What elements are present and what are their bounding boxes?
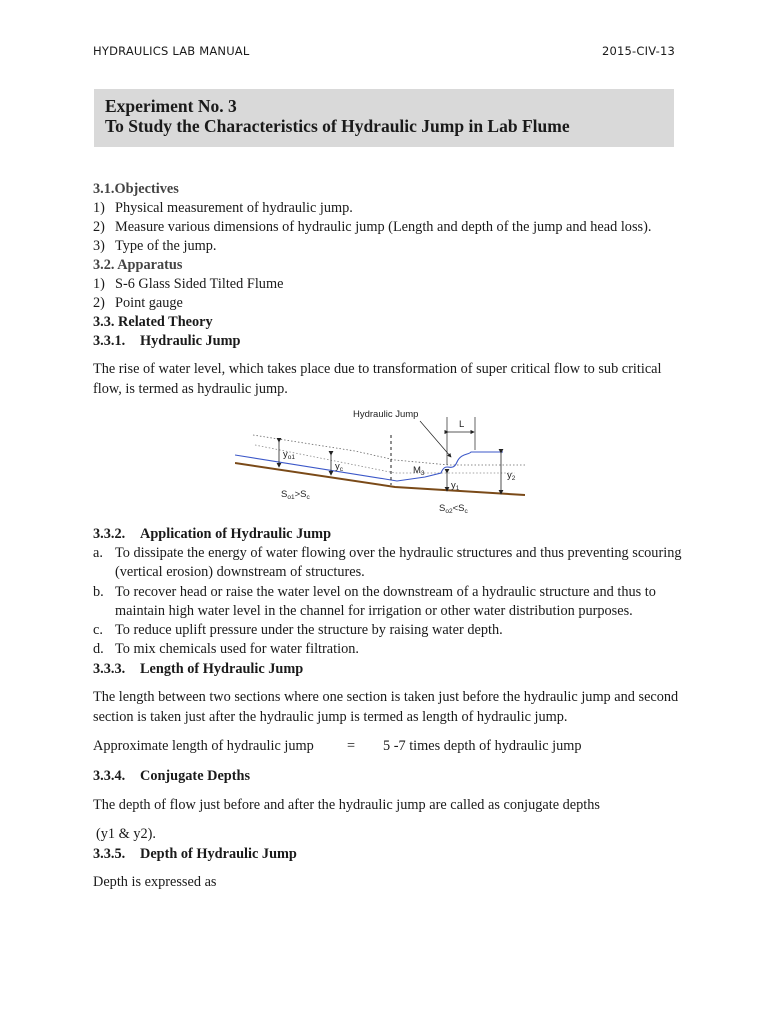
header-manual-title: HYDRAULICS LAB MANUAL [93, 44, 250, 58]
hydraulic-jump-figure [93, 405, 683, 525]
depth-paragraph: Depth is expressed as [93, 874, 217, 891]
application-item: a. To dissipate the energy of water flowing over the hydraulic structures and thus preventing scouring (vertical erosion) downstream of structures. [93, 544, 682, 581]
hydraulic-jump-diagram [235, 405, 525, 521]
conjugate-symbols: (y1 & y2). [96, 826, 156, 843]
label-y2: $y_2$ [507, 470, 516, 483]
length-equation: Approximate length of hydraulic jump = 5 -7 times depth of hydraulic jump [93, 738, 582, 755]
label-y1: $y_1$ [451, 480, 460, 493]
application-item: b. To recover head or raise the water level on the downstream of a hydraulic structure and thus to maintain high water level in the channel for irrigation or other water distribution purposes. [93, 583, 656, 619]
experiment-number: Experiment No. 3 [105, 96, 237, 116]
experiment-title: To Study the Characteristics of Hydraulic Jump in Lab Flume [105, 116, 570, 136]
apparatus-heading: 3.2. Apparatus [93, 257, 183, 274]
objective-item: 3) Type of the jump. [93, 238, 217, 255]
title-pointer [420, 421, 451, 457]
section-heading-hydraulic-jump: 3.3.1. Hydraulic Jump [93, 332, 241, 349]
length-paragraph: The length between two sections where one section is taken just before the hydraulic jump and second section is taken just after the hydraulic jump is termed as length of hydraulic jump. [93, 689, 679, 725]
section-heading-depth: 3.3.5. Depth of Hydraulic Jump [93, 845, 297, 862]
water-surface-line [235, 452, 503, 481]
label-L: L [459, 419, 465, 431]
objective-item: 1) Physical measurement of hydraulic jump. [93, 199, 353, 216]
label-M3: $M_3$ [413, 465, 425, 478]
application-item: d. To mix chemicals used for water filtration. [93, 641, 359, 658]
conjugate-paragraph: The depth of flow just before and after the hydraulic jump are called as conjugate depths [93, 796, 600, 813]
section-heading-length: 3.3.3. Length of Hydraulic Jump [93, 660, 304, 677]
label-yc: $y_c$ [335, 461, 343, 474]
label-slope-downstream: $S_{o2}<S_c$ [439, 503, 468, 516]
objective-item: 2) Measure various dimensions of hydraulic jump (Length and depth of the jump and head loss). [93, 218, 652, 235]
label-yo1: $y_{o1}$ [283, 449, 295, 462]
label-slope-upstream: $S_{o1}>S_c$ [281, 489, 310, 502]
diagram-title: Hydraulic Jump [353, 409, 419, 421]
experiment-title-box [94, 89, 674, 147]
section-heading-conjugate: 3.3.4. Conjugate Depths [93, 768, 251, 785]
apparatus-item: 2) Point gauge [93, 295, 183, 312]
objectives-heading: 3.1.Objectives [93, 181, 179, 197]
page-header [93, 44, 675, 58]
section-heading-application: 3.3.2. Application of Hydraulic Jump [93, 526, 332, 543]
application-item: c. To reduce uplift pressure under the structure by raising water depth. [93, 622, 503, 639]
theory-heading: 3.3. Related Theory [93, 314, 213, 331]
apparatus-item: 1) S-6 Glass Sided Tilted Flume [93, 275, 284, 292]
hydraulic-jump-paragraph: The rise of water level, which takes place due to transformation of super critical flow to sub critical flow, is termed as hydraulic jump. [93, 361, 662, 397]
header-code: 2015-CIV-13 [601, 44, 675, 58]
document-body [93, 180, 683, 893]
channel-bed [235, 463, 525, 495]
